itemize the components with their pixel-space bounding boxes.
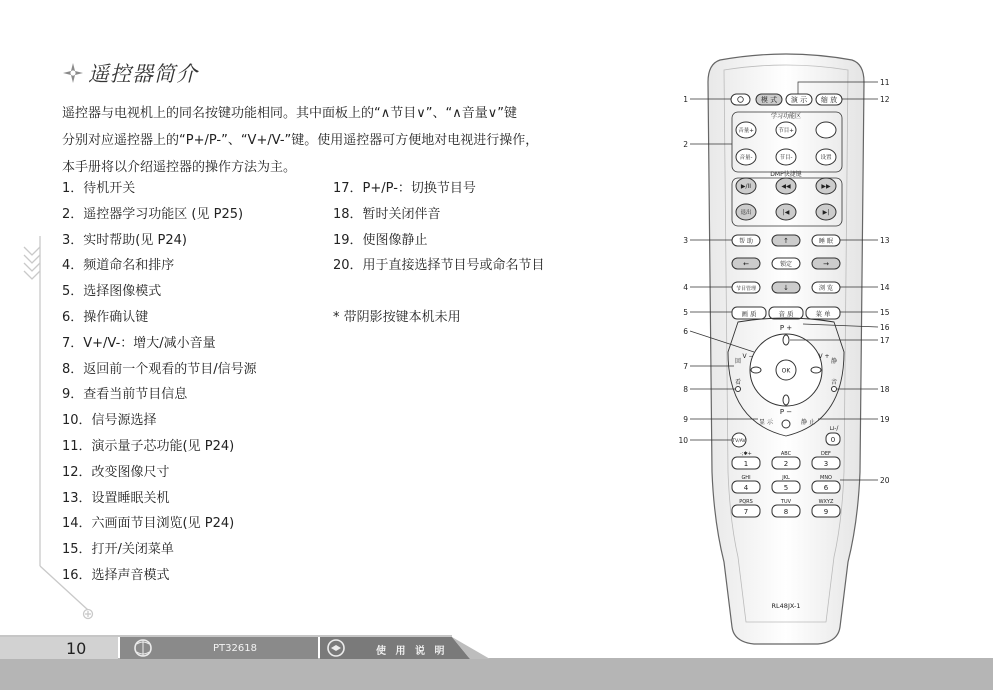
mute-label-2: 音 xyxy=(830,379,838,386)
zoom-label: 缩 放 xyxy=(820,96,838,104)
function-list-left xyxy=(62,176,257,589)
footer-model: PT32618 xyxy=(213,643,257,654)
list-item: 20．用于直接选择节目号或命名节目 xyxy=(333,258,545,274)
flower-bullet-icon xyxy=(62,62,84,84)
callout-20: 20 xyxy=(880,476,890,485)
key-7-sub: PQRS xyxy=(739,499,753,505)
see-label: 看 xyxy=(734,379,742,386)
key-2-sub: ABC xyxy=(780,451,792,457)
dmp-forward-label: ▶▶ xyxy=(821,183,831,190)
digit-zero-label: 0 xyxy=(830,436,836,444)
v-plus-button[interactable] xyxy=(811,367,821,373)
callout-15: 15 xyxy=(880,308,890,317)
v-minus-label: V − xyxy=(742,353,754,360)
ok-label: OK xyxy=(781,367,791,375)
key-8-label: 8 xyxy=(783,508,789,516)
learn-vol-down-label: 音量- xyxy=(739,155,753,161)
dmp-prev-label: |◀ xyxy=(782,209,790,216)
mute-button[interactable] xyxy=(832,387,837,392)
p-minus-button[interactable] xyxy=(783,395,789,405)
p-minus-label: P − xyxy=(779,408,793,416)
mode-label: 模 式 xyxy=(760,96,778,104)
list-item: 18．暂时关闭伴音 xyxy=(333,206,441,222)
callout-5: 5 xyxy=(683,308,688,317)
list-item: 5．选择图像模式 xyxy=(62,284,162,300)
page-title: 遥控器简介 xyxy=(62,58,198,88)
list-item: 7．V+/V-：增大/减小音量 xyxy=(62,335,216,351)
browse-label: 浏 览 xyxy=(819,285,833,292)
callout-13: 13 xyxy=(880,236,890,245)
menu-label: 菜 单 xyxy=(815,310,831,318)
display-label: 显 示 xyxy=(759,419,773,426)
list-item: 16．选择声音模式 xyxy=(62,567,170,583)
intro-line: 遥控器与电视机上的同名按键功能相同。其中面板上的“∧节目∨”、“∧音量∨”键 xyxy=(62,106,518,121)
learn-prog-down-label: 节目- xyxy=(779,155,793,161)
remote-model-label: RL48JX-1 xyxy=(771,602,801,610)
v-minus-button[interactable] xyxy=(751,367,761,373)
list-item: 3．实时帮助(见 P24) xyxy=(62,232,187,248)
program-manage-label: 节目管理 xyxy=(735,286,757,292)
dmp-label: DMP快捷键 xyxy=(770,171,802,178)
back-label: 回 xyxy=(734,358,742,365)
list-item: 13．设置睡眠关机 xyxy=(62,490,170,506)
back-button[interactable] xyxy=(736,387,741,392)
intro-line: 本手册将以介绍遥控器的操作方法为主。 xyxy=(62,160,297,175)
callout-8: 8 xyxy=(683,385,688,394)
key-2-label: 2 xyxy=(783,460,789,468)
callout-9: 9 xyxy=(683,415,688,424)
list-item: 9．查看当前节目信息 xyxy=(62,387,188,403)
power-button[interactable] xyxy=(731,94,750,105)
list-item: 1．待机开关 xyxy=(62,181,136,196)
shaded-key-note: * 带阴影按键本机未用 xyxy=(333,309,461,325)
key-6-sub: MNO xyxy=(820,475,832,481)
list-item: 8．返回前一个观看的节目/信号源 xyxy=(62,361,257,377)
sleep-label: 睡 眠 xyxy=(819,238,833,245)
list-item: 14．六画面节目浏览(见 P24) xyxy=(62,516,235,532)
callout-6: 6 xyxy=(683,327,688,336)
callout-12: 12 xyxy=(880,95,890,104)
learn-prog-up-label: 节目+ xyxy=(778,128,794,134)
key-8-sub: TUV xyxy=(780,499,792,505)
callout-17: 17 xyxy=(880,336,890,345)
p-plus-button[interactable] xyxy=(783,335,789,345)
p-plus-label: P + xyxy=(779,324,793,332)
still-label: 静 止 xyxy=(801,419,815,426)
left-arrow-icon: ← xyxy=(743,260,749,268)
learn-vol-up-label: 音量+ xyxy=(738,128,754,134)
help-label: 帮 助 xyxy=(739,238,753,245)
page-number: 10 xyxy=(66,639,87,658)
intro-line: 分别对应遥控器上的“P+/P-”、“V+/V-”键。使用遥控器可方便地对电视进行操作， xyxy=(62,133,539,148)
list-item: 4．频道命名和排序 xyxy=(62,258,175,274)
list-item: 10．信号源选择 xyxy=(62,413,157,429)
learn-area-label: 学习功能区 xyxy=(770,113,802,120)
callout-11: 11 xyxy=(880,78,890,87)
dmp-next-label: ▶| xyxy=(822,209,830,216)
key-5-label: 5 xyxy=(783,484,789,492)
v-plus-label: V + xyxy=(818,353,830,360)
key-3-sub: DEF xyxy=(821,451,831,457)
dmp-exit-label: 退出 xyxy=(740,210,752,216)
key-1-sub: ·;✱+ xyxy=(740,451,752,457)
list-item: 2．遥控器学习功能区 (见 P25) xyxy=(62,206,244,222)
list-item: 6．操作确认键 xyxy=(62,309,149,325)
callout-1: 1 xyxy=(683,95,688,104)
demo-label: 演 示 xyxy=(790,96,808,104)
callout-14: 14 xyxy=(880,283,890,292)
callout-4: 4 xyxy=(683,283,688,292)
remote-control-diagram xyxy=(668,52,902,652)
callout-18: 18 xyxy=(880,385,890,394)
display-button[interactable] xyxy=(782,420,790,428)
key-1-label: 1 xyxy=(743,460,749,468)
key-6-label: 6 xyxy=(823,484,829,492)
footer-manual-label: 使 用 说 明 xyxy=(376,646,448,657)
learn-blank-button[interactable] xyxy=(816,122,836,138)
key-4-sub: GHI xyxy=(741,475,751,481)
learn-setup-label: 设置 xyxy=(820,155,832,161)
callout-19: 19 xyxy=(880,415,890,424)
function-list-right xyxy=(333,176,545,331)
mute-label-1: 静 xyxy=(830,358,838,365)
picture-mode-label: 画 质 xyxy=(741,310,757,318)
callout-2: 2 xyxy=(683,140,688,149)
key-7-label: 7 xyxy=(743,508,749,516)
list-item: 11．演示量子芯功能(见 P24) xyxy=(62,438,235,454)
tv-av-label: TV/AV xyxy=(732,439,746,444)
key-9-label: 9 xyxy=(823,508,829,516)
key-5-sub: JKL xyxy=(782,475,790,481)
list-item: 12．改变图像尺寸 xyxy=(62,464,170,480)
lock-label: 锁定 xyxy=(779,261,793,268)
callout-16: 16 xyxy=(880,323,890,332)
key-9-sub: WXYZ xyxy=(818,499,834,505)
intro-paragraph xyxy=(62,100,632,181)
key-3-label: 3 xyxy=(823,460,829,468)
sound-mode-label: 音 质 xyxy=(778,310,794,318)
list-item: 15．打开/关闭菜单 xyxy=(62,542,174,558)
callout-10: 10 xyxy=(678,436,688,445)
up-arrow-icon: ↑ xyxy=(783,237,789,245)
right-arrow-icon: → xyxy=(823,260,829,268)
list-item: 17．P+/P-：切换节目号 xyxy=(333,181,476,196)
callout-3: 3 xyxy=(683,236,688,245)
dmp-play-pause-label: ▶/II xyxy=(740,183,752,190)
callout-7: 7 xyxy=(683,362,688,371)
list-item: 19．使图像静止 xyxy=(333,232,428,248)
dmp-rewind-label: ◀◀ xyxy=(781,183,791,190)
key-4-label: 4 xyxy=(743,484,749,492)
digit-switch-label: ⊔-/ xyxy=(829,425,839,432)
down-arrow-icon: ↓ xyxy=(783,284,789,292)
